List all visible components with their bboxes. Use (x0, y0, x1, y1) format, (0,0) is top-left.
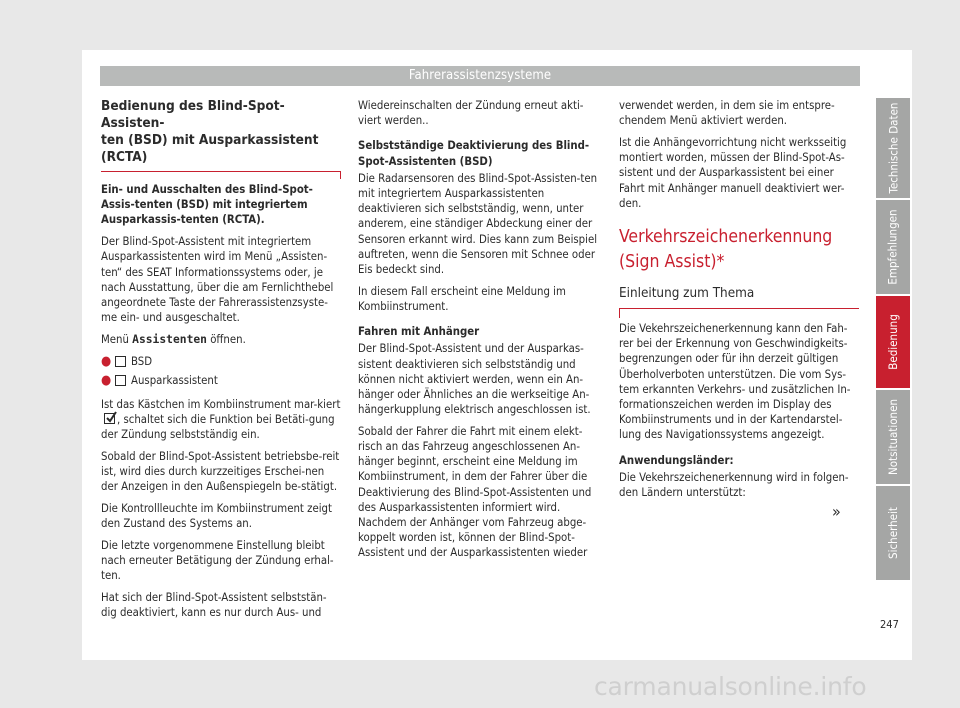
continue-marker: » (832, 502, 841, 521)
tab-label: Sicherheit (886, 507, 900, 559)
menu-prefix: Menü (101, 332, 129, 346)
tab-technische-daten[interactable] (876, 98, 910, 198)
paragraph: Die Radarsensoren des Blind-Spot-Assisten-ten mit integriertem Ausparkassistenten deaktivieren sich selbstständig, wenn, unter anderem, eine ständiger Abdeckung einer der Sensoren erkannt wird. Dies kann zum Beispiel auftreten, wenn die Sensoren mit Schnee oder Eis bedeckt sind. (358, 171, 598, 277)
paragraph: Die letzte vorgenommene Einstellung bleibt nach erneuter Betätigung der Zündung erhal-ten. (101, 539, 334, 583)
watermark: carmanualsonline.info (594, 672, 867, 701)
subheading-trailer: Fahren mit Anhänger (358, 325, 480, 339)
bullet-item-bsd (101, 354, 341, 369)
bullet-label: BSD (131, 354, 153, 368)
menu-instruction (101, 332, 341, 347)
tab-label: Bedienung (886, 314, 900, 370)
bullet-dot-icon: ● (101, 372, 112, 388)
title-rule-tick (340, 171, 341, 179)
tab-label: Technische Daten (886, 102, 900, 194)
subsection-heading-text: Einleitung zum Thema (619, 285, 755, 301)
checkbox-icon (115, 356, 126, 367)
tab-notsituationen[interactable] (876, 390, 910, 484)
heading-line-1: Verkehrszeichenerkennung (619, 226, 833, 247)
subsection-heading (619, 285, 859, 309)
paragraph: verwendet werden, in dem sie im entspre-chendem Menü aktiviert werden. (619, 99, 835, 128)
bullet-label: Ausparkassistent (131, 373, 218, 387)
subheading-countries: Anwendungsländer: (619, 453, 734, 467)
section-title (101, 98, 341, 172)
column-2 (358, 98, 600, 567)
tab-bedienung[interactable] (876, 296, 910, 388)
tab-empfehlungen[interactable] (876, 200, 910, 294)
paragraph-checkbox-info (101, 397, 341, 443)
tab-sicherheit[interactable] (876, 486, 910, 580)
heading-line-2: (Sign Assist)* (619, 251, 725, 272)
menu-name: Assistenten (132, 332, 207, 346)
text-fragment: , schaltet sich die Funktion bei Betäti-gung der Zündung selbstständig ein. (101, 413, 335, 442)
chapter-header: Fahrerassistenzsysteme (100, 66, 860, 86)
paragraph: Sobald der Fahrer die Fahrt mit einem elekt-risch an das Fahrzeug angeschlossenen An-hänger beginnt, erscheint eine Meldung im Kombiinstrument, in dem der Fahrer über die Deaktivierung des Blind-Spot-Assistenten und des Ausparkassistenten informiert wird. Nachdem der Anhänger vom Fahrzeug abge-koppelt worden ist, können der Blind-Spot-Assistent und der Ausparkassistenten wieder (358, 424, 592, 560)
paragraph: Hat sich der Blind-Spot-Assistent selbststän-dig deaktiviert, kann es nur durch Aus- und (101, 591, 327, 620)
column-1 (101, 98, 341, 627)
subheading-rule-tick (619, 308, 620, 318)
paragraph: Die Vekehrszeichenerkennung wird in folgen-den Ländern unterstützt: (619, 470, 849, 499)
column-3 (619, 98, 859, 507)
section-heading-sign-assist (619, 225, 859, 275)
menu-suffix: öffnen. (210, 332, 246, 346)
checkbox-icon (115, 375, 126, 386)
tab-label: Empfehlungen (886, 209, 900, 285)
paragraph: Der Blind-Spot-Assistent und der Ausparkas-sistent deaktivieren sich selbstständig und können nicht aktiviert werden, wenn ein An-hänger oder Ähnliches an die werkseitige An-hängerkupplung elektrisch angeschlossen ist. (358, 342, 591, 417)
bullet-item-ausparkassistent (101, 373, 341, 388)
paragraph: Der Blind-Spot-Assistent mit integriertem Ausparkassistenten wird im Menü „Assisten-ten“ des SEAT Informationssystems oder, je nach Ausstattung, über die am Fernlichthebel angeordnete Taste der Fahrerassistenzsyste-me ein- und ausgeschaltet. (101, 235, 334, 325)
text-fragment: Ist das Kästchen im Kombiinstrument mar-kiert (101, 397, 341, 411)
checked-box-icon (104, 413, 115, 424)
tab-label: Notsituationen (886, 398, 900, 476)
page-number: 247 (880, 618, 899, 631)
subheading-self-deactivation: Selbstständige Deaktivierung des Blind-Spot-Assistenten (BSD) (358, 139, 590, 168)
section-title-line-1: Bedienung des Blind-Spot-Assisten- (101, 98, 285, 131)
subheading-on-off: Ein- und Ausschalten des Blind-Spot-Assis-tenten (BSD) mit integriertem Ausparkassis-tenten (RCTA). (101, 183, 313, 227)
paragraph: In diesem Fall erscheint eine Meldung im Kombiinstrument. (358, 284, 566, 313)
bullet-dot-icon: ● (101, 353, 112, 369)
paragraph: Wiedereinschalten der Zündung erneut akti-viert werden.. (358, 99, 584, 128)
paragraph: Sobald der Blind-Spot-Assistent betriebsbe-reit ist, wird dies durch kurzzeitiges Erschei-nen der Anzeigen in den Außenspiegeln be-stätigt. (101, 450, 340, 494)
paragraph: Ist die Anhängevorrichtung nicht werksseitig montiert worden, müssen der Blind-Spot-As-sistent und der Ausparkassistent bei einer Fahrt mit Anhänger manuell deaktiviert wer-den. (619, 135, 847, 210)
paragraph: Die Kontrollleuchte im Kombiinstrument zeigt den Zustand des Systems an. (101, 502, 332, 531)
paragraph: Die Vekehrszeichenerkennung kann den Fah-rer bei der Erkennung von Geschwindigkeits-begrenzungen oder für ihn derzeit gültigen Überholverboten unterstützen. Die vom Sys-tem erkannten Verkehrs- und zusätzlichen In-formationszeichen werden im Display des Kombiinstruments und in der Kartendarstel-lung des Navigationssystems angezeigt. (619, 321, 851, 442)
section-title-line-2: ten (BSD) mit Ausparkassistent (RCTA) (101, 132, 319, 165)
